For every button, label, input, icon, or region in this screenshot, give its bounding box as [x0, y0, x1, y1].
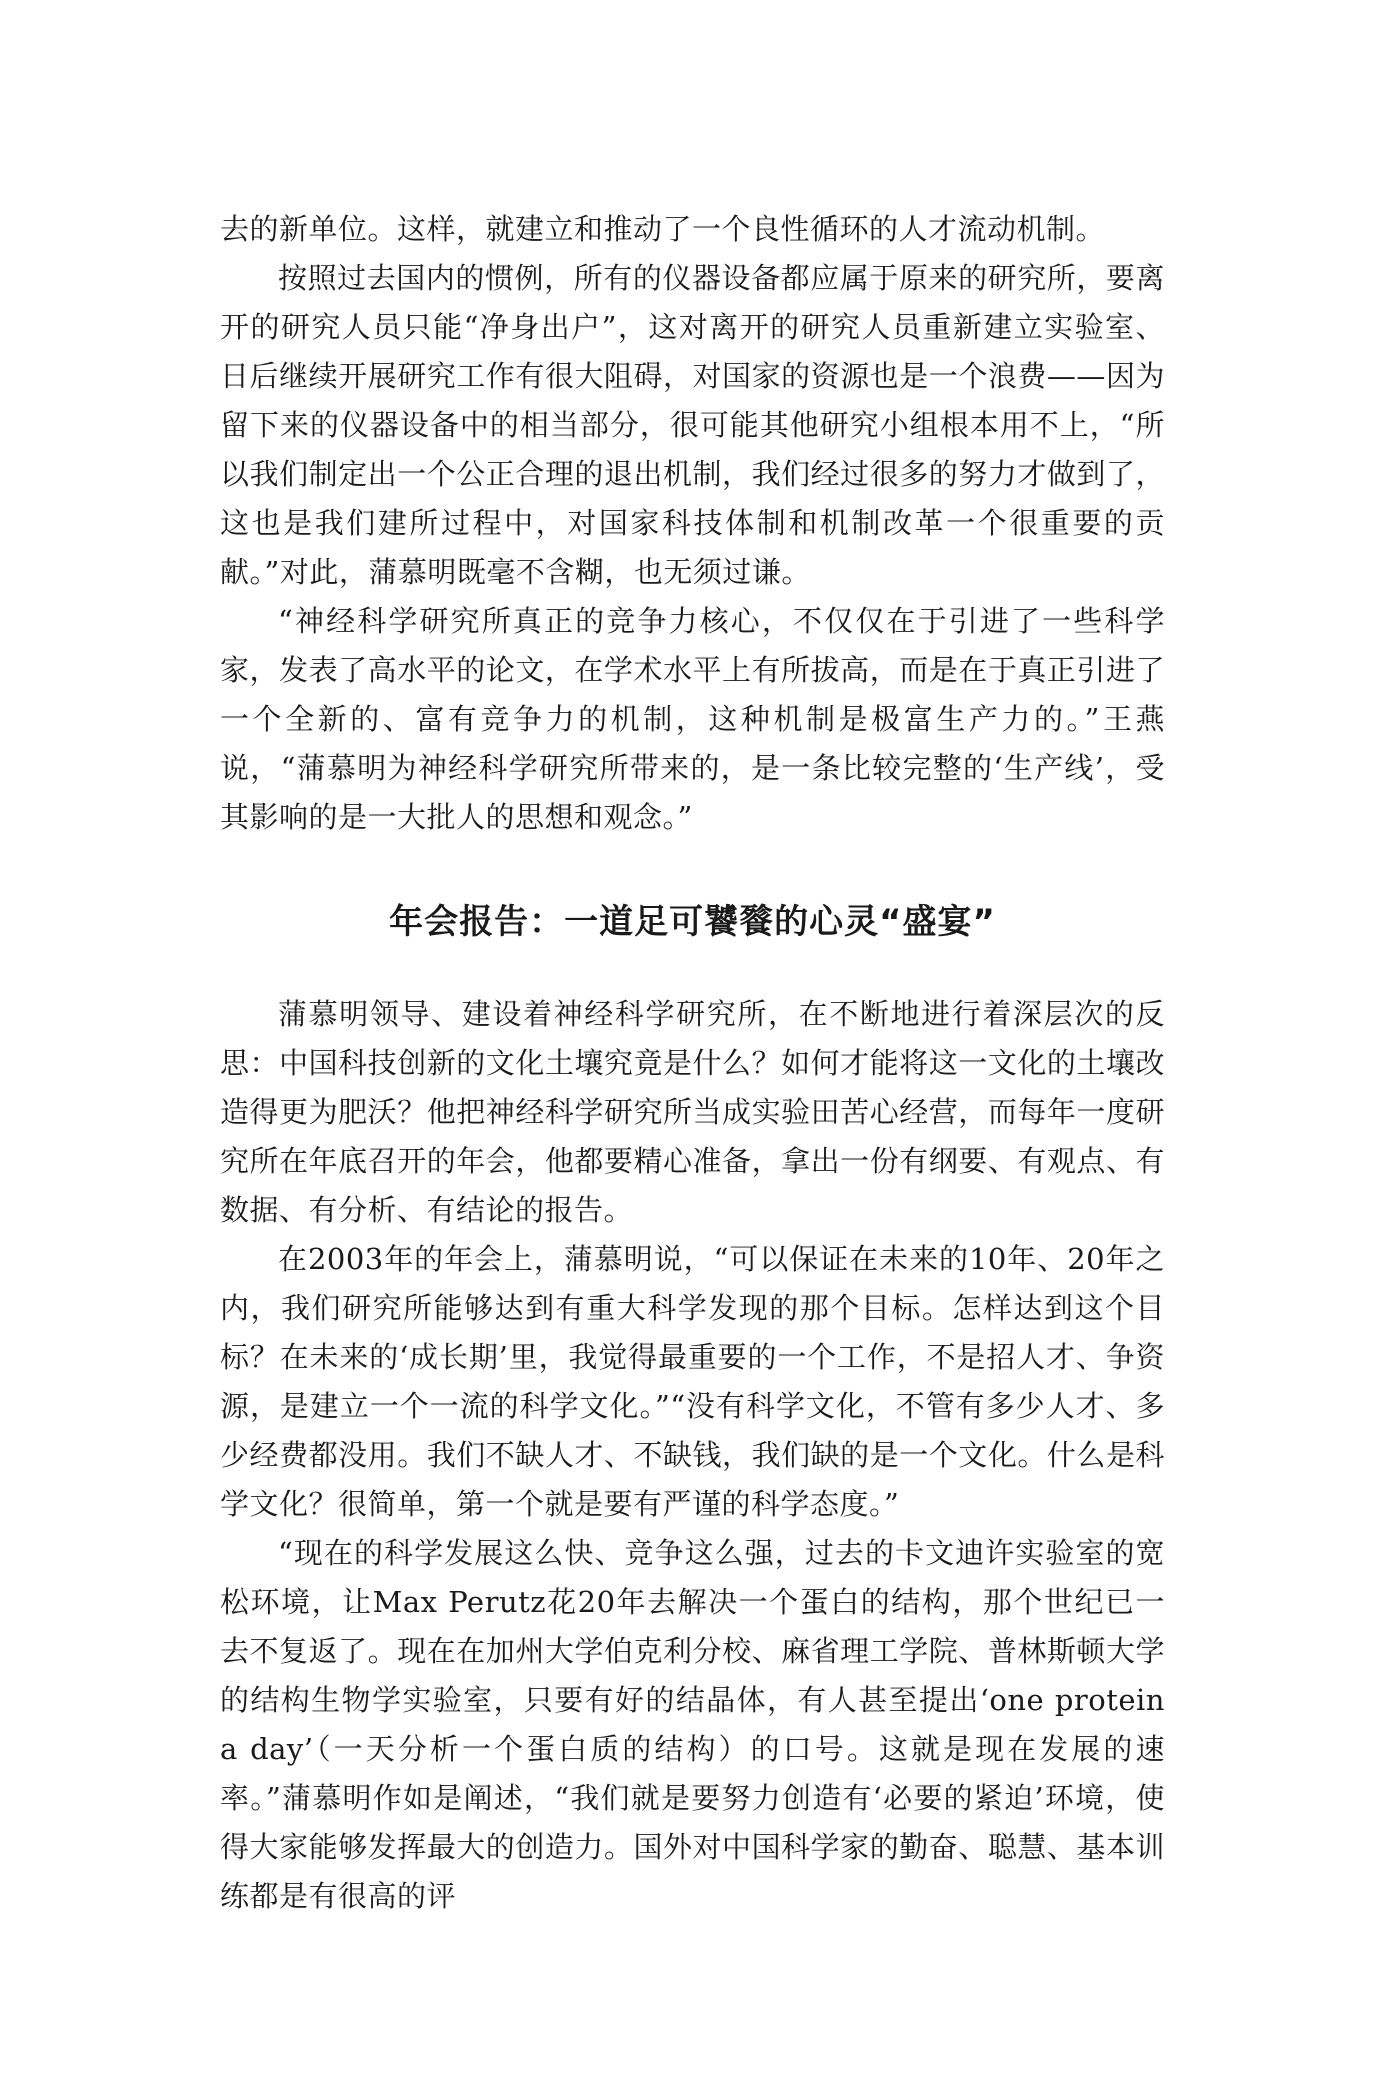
book-page	[220, 205, 1165, 1921]
spacer	[220, 842, 1165, 892]
spacer	[220, 952, 1165, 990]
paragraph-equipment-exit: 按照过去国内的惯例，所有的仪器设备都应属于原来的研究所，要离开的研究人员只能“净身出户”，这对离开的研究人员重新建立实验室、日后继续开展研究工作有很大阻碍，对国家的资源也是一个浪费——因为留下来的仪器设备中的相当部分，很可能其他研究小组根本用不上，“所以我们制定出一个公正合理的退出机制，我们经过很多的努力才做到了，这也是我们建所过程中，对国家科技体制和机制改革一个很重要的贡献。”对此，蒲慕明既毫不含糊，也无须过谦。	[220, 261, 1165, 589]
paragraph-continuation: 去的新单位。这样，就建立和推动了一个良性循环的人才流动机制。	[220, 212, 1106, 246]
paragraph-reflection: 蒲慕明领导、建设着神经科学研究所，在不断地进行着深层次的反思：中国科技创新的文化土壤究竟是什么？如何才能将这一文化的土壤改造得更为肥沃？他把神经科学研究所当成实验田苦心经营，而每年一度研究所在年底召开的年会，他都要精心准备，拿出一份有纲要、有观点、有数据、有分析、有结论的报告。	[220, 997, 1165, 1227]
paragraph-wang-yan-quote: “神经科学研究所真正的竞争力核心，不仅仅在于引进了一些科学家，发表了高水平的论文，在学术水平上有所拔高，而是在于真正引进了一个全新的、富有竞争力的机制，这种机制是极富生产力的。”王燕说，“蒲慕明为神经科学研究所带来的，是一条比较完整的‘生产线’，受其影响的是一大批人的思想和观念。”	[220, 604, 1165, 834]
section-heading: 年会报告：一道足可饕餮的心灵“盛宴”	[389, 902, 996, 942]
paragraph-science-speed: “现在的科学发展这么快、竞争这么强，过去的卡文迪许实验室的宽松环境，让Max Perutz花20年去解决一个蛋白的结构，那个世纪已一去不复返了。现在在加州大学伯克利分校、麻省理工学院、普林斯顿大学的结构生物学实验室，只要有好的结晶体，有人甚至提出‘one protein a day’（一天分析一个蛋白质的结构）的口号。这就是现在发展的速率。”蒲慕明作如是阐述，“我们就是要努力创造有‘必要的紧迫’环境，使得大家能够发挥最大的创造力。国外对中国科学家的勤奋、聪慧、基本训练都是有很高的评	[220, 1536, 1165, 1913]
paragraph-2003-annual-meeting: 在2003年的年会上，蒲慕明说，“可以保证在未来的10年、20年之内，我们研究所能够达到有重大科学发现的那个目标。怎样达到这个目标？在未来的‘成长期’里，我觉得最重要的一个工作，不是招人才、争资源，是建立一个一流的科学文化。”“没有科学文化，不管有多少人才、多少经费都没用。我们不缺人才、不缺钱，我们缺的是一个文化。什么是科学文化？很简单，第一个就是要有严谨的科学态度。”	[220, 1242, 1165, 1521]
